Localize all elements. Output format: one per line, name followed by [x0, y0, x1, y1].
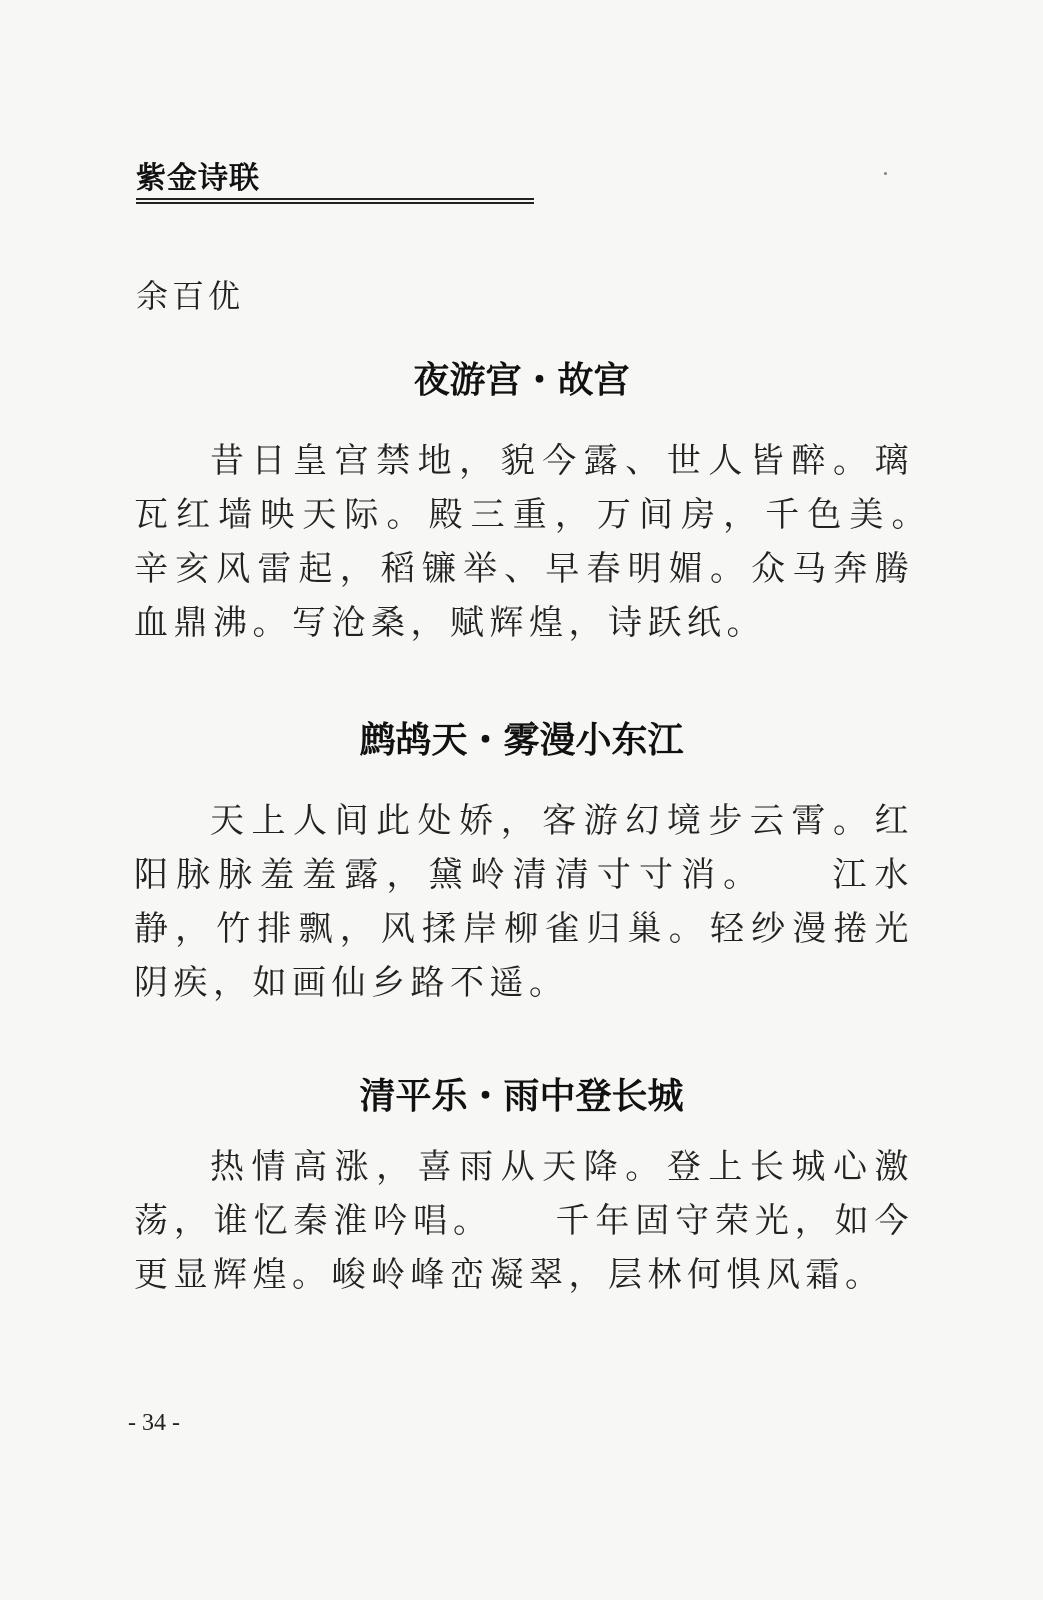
scan-speck: [884, 172, 887, 175]
header-rule: [136, 198, 534, 204]
poem-body: 昔日皇宫禁地，貌今露、世人皆醉。璃瓦红墙映天际。殿三重，万间房，千色美。 辛亥风雷起，稻镰举、早春明媚。众马奔腾血鼎沸。写沧桑，赋辉煌，诗跃纸。: [134, 441, 993, 643]
book-title: 紫金诗联: [136, 161, 260, 196]
poem-body: 天上人间此处娇，客游幻境步云霄。红阳脉脉羞羞露，黛岭清清寸寸消。 江水静，竹排飘，风揉岸柳雀归巢。轻纱漫捲光阴疾，如画仙乡路不遥。: [134, 801, 914, 1003]
running-header: [136, 162, 536, 206]
poem-body: 热情高涨，喜雨从天降。登上长城心激荡，谁忆秦淮吟唱。 千年固守荣光，如今更显辉煌。峻岭峰峦凝翠，层林何惧风霜。: [134, 1147, 914, 1295]
poem-title: 夜游宫・故宫: [413, 359, 630, 401]
author-name: 余百优: [136, 277, 245, 315]
poem-title: 鹧鸪天・雾漫小东江: [359, 719, 684, 761]
poem-title: 清平乐・雨中登长城: [359, 1075, 684, 1117]
page-number: - 34 -: [128, 1410, 180, 1436]
